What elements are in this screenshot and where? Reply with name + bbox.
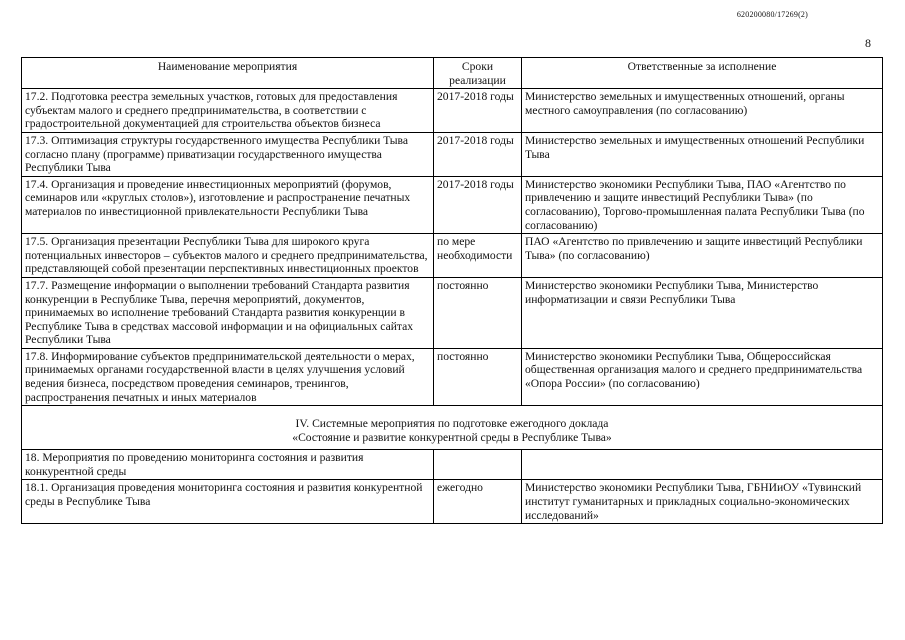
table-row (22, 89, 883, 133)
section-heading (22, 406, 883, 450)
cell-terms: ежегодно (434, 480, 522, 524)
cell-terms: 2017-2018 годы (434, 132, 522, 176)
table-row (22, 450, 883, 480)
cell-event: 18.1. Организация проведения мониторинга состояния и развития конкурентной среды в Республике Тыва (22, 480, 434, 524)
table-body-top (22, 89, 883, 406)
table-header-row (22, 58, 883, 89)
cell-responsible: Министерство экономики Республики Тыва, Общероссийская общественная организация малого и среднего предпринимательства «Опора России» (по согласованию) (522, 348, 883, 405)
cell-terms: 2017-2018 годы (434, 176, 522, 233)
table-row (22, 480, 883, 524)
table-body-bottom (22, 450, 883, 524)
table-row (22, 176, 883, 233)
events-table (21, 57, 883, 524)
header-event: Наименование мероприятия (22, 58, 434, 89)
table-row (22, 277, 883, 348)
cell-responsible: ПАО «Агентство по привлечению и защите инвестиций Республики Тыва» (по согласованию) (522, 234, 883, 278)
header-terms: Сроки реализации (434, 58, 522, 89)
cell-terms: 2017-2018 годы (434, 89, 522, 133)
table-section (22, 406, 883, 450)
table-row (22, 234, 883, 278)
section-row (22, 406, 883, 450)
page-number: 8 (865, 36, 871, 50)
cell-event: 17.5. Организация презентации Республики Тыва для широкого круга потенциальных инвесторов – субъектов малого и среднего предпринимательства, представляющей собой презентации перспективных инвестиционных проектов (22, 234, 434, 278)
cell-responsible: Министерство земельных и имущественных отношений Республики Тыва (522, 132, 883, 176)
cell-responsible: Министерство экономики Республики Тыва, ПАО «Агентство по привлечению и защите инвестиций Республики Тыва» (по согласованию), Торгово-промышленная палата Республики Тыва (по согласованию) (522, 176, 883, 233)
cell-event: 17.2. Подготовка реестра земельных участков, готовых для предоставления субъектам малого и среднего предпринимательства, в соответствии с градостроительной документацией для строительства объектов бизнеса (22, 89, 434, 133)
cell-event: 17.7. Размещение информации о выполнении требований Стандарта развития конкуренции в Республике Тыва, перечня мероприятий, документов, принимаемых во исполнение требований Стандарта развития конкуренции в Республике Тыва в средствах массовой информации и на официальных сайтах Республики Тыва (22, 277, 434, 348)
table-row (22, 348, 883, 405)
section-heading-line1: IV. Системные мероприятия по подготовке ежегодного доклада (295, 417, 609, 431)
cell-responsible: Министерство экономики Республики Тыва, ГБНИиОУ «Тувинский институт гуманитарных и прикладных социально-экономических исследований» (522, 480, 883, 524)
cell-responsible: Министерство земельных и имущественных отношений, органы местного самоуправления (по согласованию) (522, 89, 883, 133)
cell-terms: по мере необходимости (434, 234, 522, 278)
table-row (22, 132, 883, 176)
cell-terms (434, 450, 522, 480)
cell-responsible (522, 450, 883, 480)
header-responsible: Ответственные за исполнение (522, 58, 883, 89)
cell-event: 17.8. Информирование субъектов предпринимательской деятельности о мерах, принимаемых органами государственной власти в целях улучшения условий ведения бизнеса, посредством проведения семинаров, тренингов, распространения печатных и иных материалов (22, 348, 434, 405)
cell-event: 17.4. Организация и проведение инвестиционных мероприятий (форумов, семинаров или «круглых столов»), изготовление и распространение печатных материалов по инвестиционной привлекательности Республики Тыва (22, 176, 434, 233)
cell-terms: постоянно (434, 348, 522, 405)
document-id: 620200080/17269(2) (736, 10, 808, 19)
cell-terms: постоянно (434, 277, 522, 348)
cell-event: 18. Мероприятия по проведению мониторинга состояния и развития конкурентной среды (22, 450, 434, 480)
cell-responsible: Министерство экономики Республики Тыва, Министерство информатизации и связи Республики Тыва (522, 277, 883, 348)
cell-event: 17.3. Оптимизация структуры государственного имущества Республики Тыва согласно плану (программе) приватизации государственного имущества Республики Тыва (22, 132, 434, 176)
section-heading-line2: «Состояние и развитие конкурентной среды в Республике Тыва» (292, 430, 612, 444)
